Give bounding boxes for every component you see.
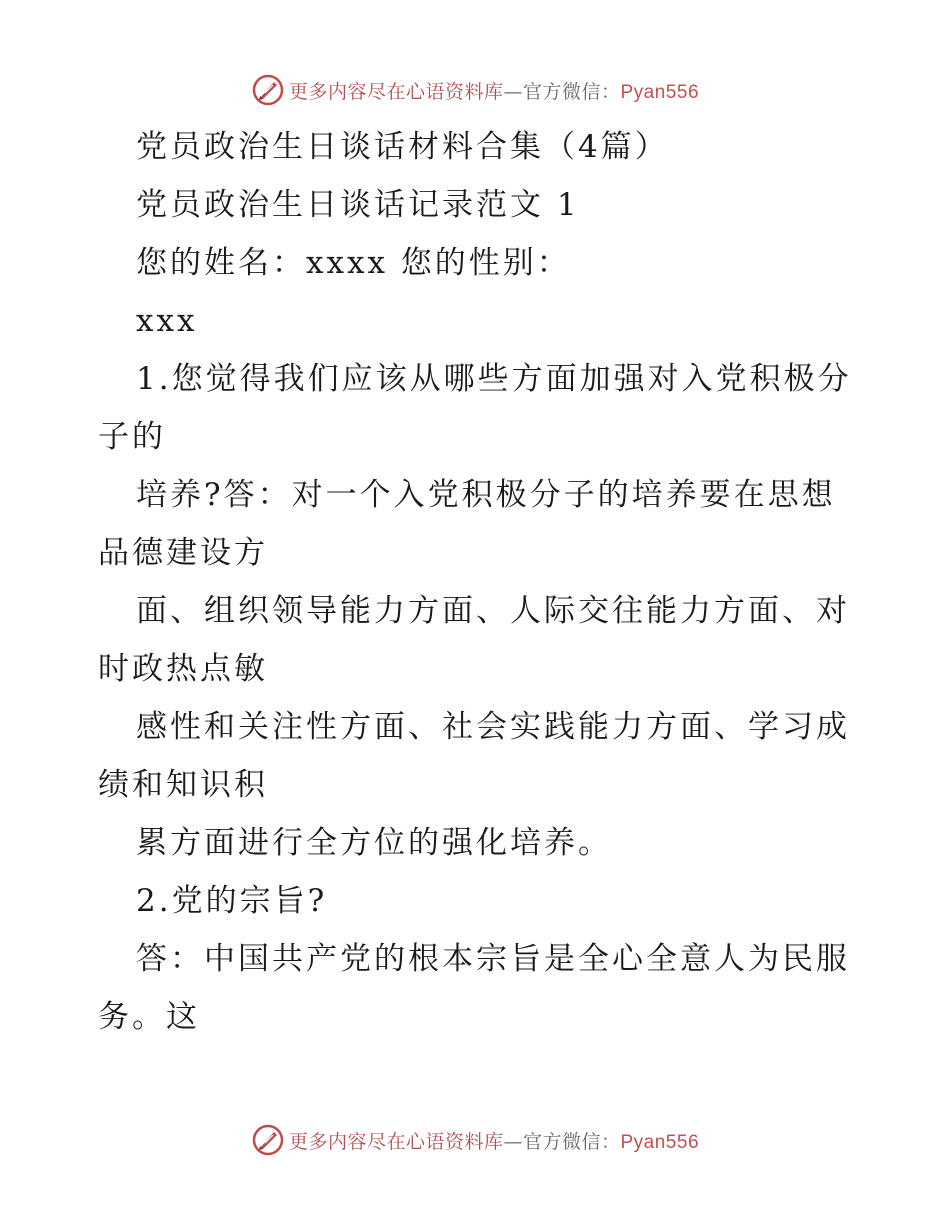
banner-text: 更多内容尽在心语资料库—官方微信：Pyan556 — [288, 80, 700, 103]
paragraph-line: 绩和知识积 — [98, 767, 268, 803]
document-title: 党员政治生日谈话材料合集（4篇） — [136, 129, 669, 165]
question-line: 1.您觉得我们应该从哪些方面加强对入党积极分 — [136, 361, 852, 397]
paragraph-line: xxx — [136, 303, 198, 339]
paragraph-line: 子的 — [98, 419, 166, 455]
answer-line: 培养?答：对一个入党积极分子的培养要在思想 — [136, 477, 836, 513]
quill-logo-icon — [251, 73, 285, 107]
paragraph-line: 品德建设方 — [98, 535, 268, 571]
quill-logo-icon — [251, 1123, 285, 1157]
answer-line: 答：中国共产党的根本宗旨是全心全意人为民服 — [136, 941, 850, 977]
footer-watermark-banner — [0, 1120, 950, 1160]
paragraph-line: 面、组织领导能力方面、人际交往能力方面、对 — [136, 593, 850, 629]
paragraph-line: 务。这 — [98, 999, 200, 1035]
question-line: 2.党的宗旨? — [136, 883, 328, 919]
paragraph-line: 累方面进行全方位的强化培养。 — [136, 825, 612, 861]
document-body — [98, 118, 858, 1046]
section-title: 党员政治生日谈话记录范文 1 — [136, 187, 580, 223]
paragraph-line: 感性和关注性方面、社会实践能力方面、学习成 — [136, 709, 850, 745]
banner-text: 更多内容尽在心语资料库—官方微信：Pyan556 — [288, 1130, 700, 1153]
paragraph-line: 您的姓名：xxxx 您的性别： — [136, 245, 571, 281]
paragraph-line: 时政热点敏 — [98, 651, 268, 687]
header-watermark-banner — [0, 70, 950, 110]
